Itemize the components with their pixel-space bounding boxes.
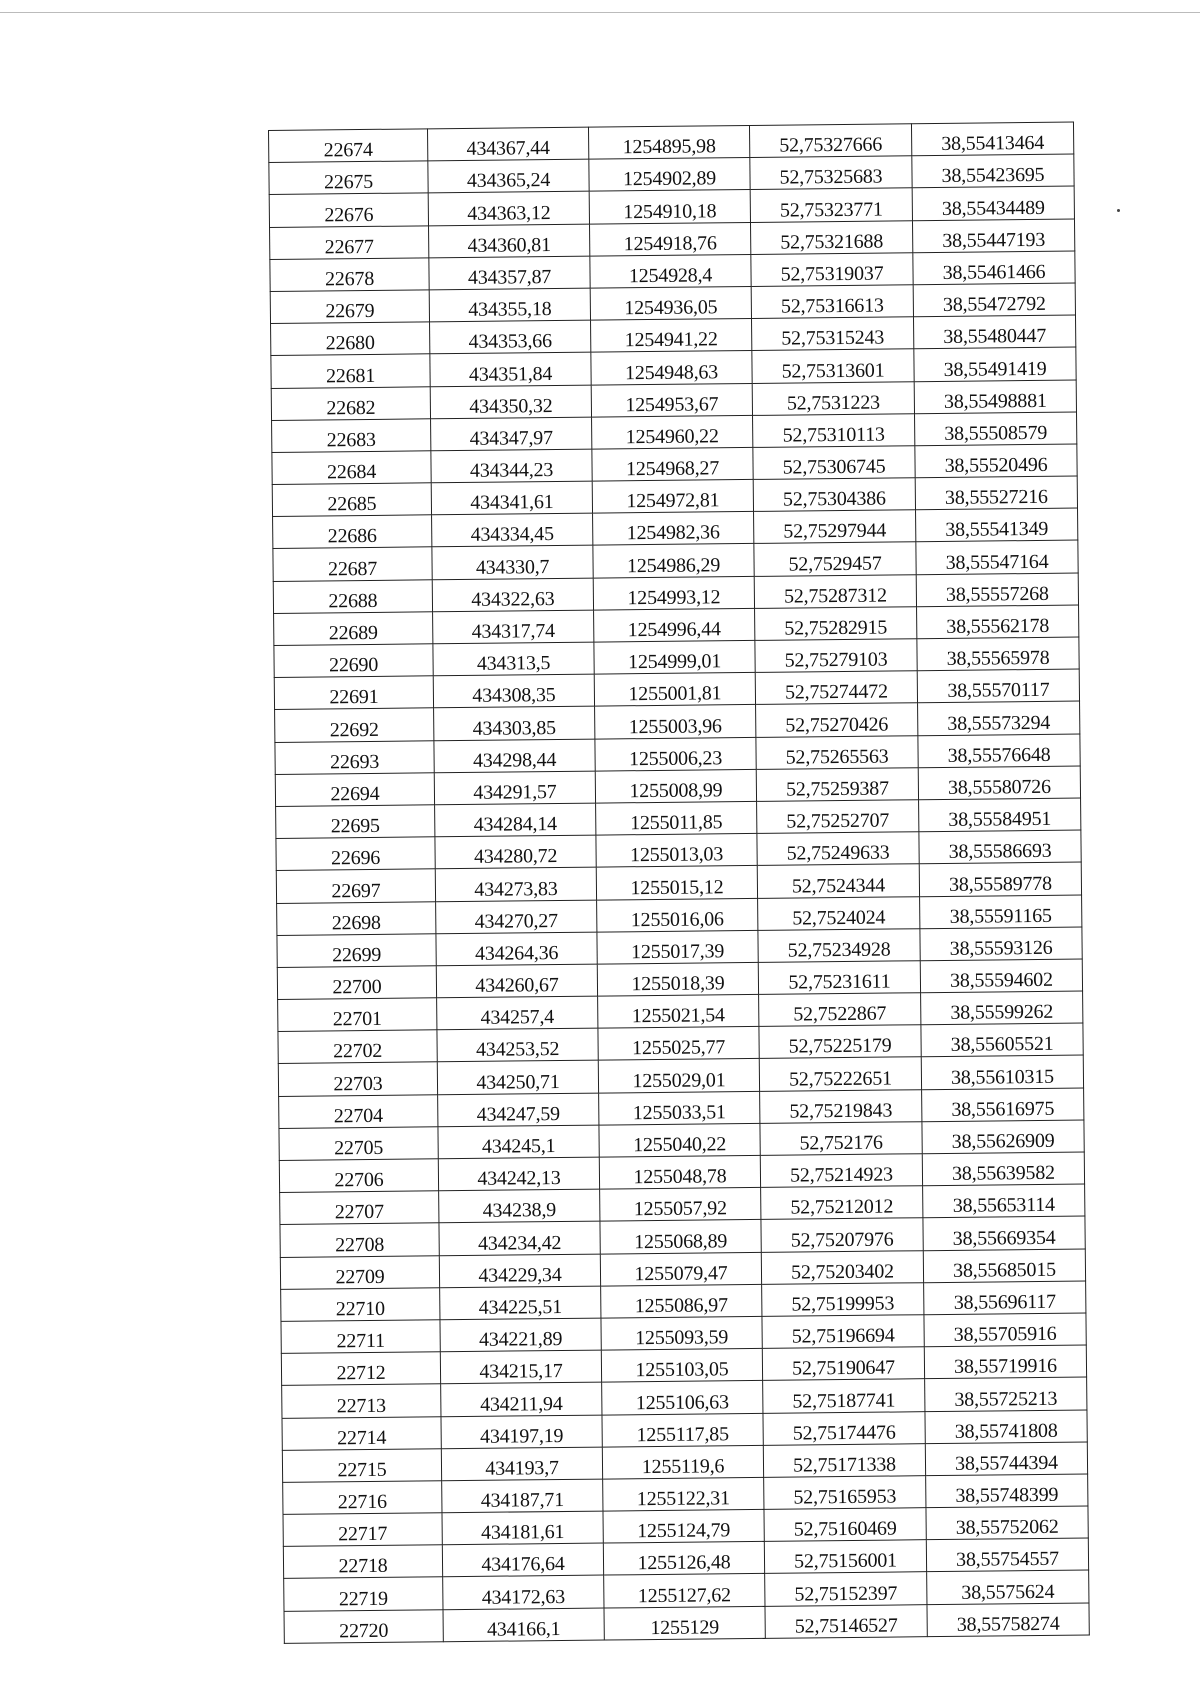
x-coordinate-cell: 434280,72 [435, 835, 596, 869]
y-coordinate-cell: 1255103,05 [601, 1349, 762, 1383]
longitude-cell: 38,55461466 [913, 251, 1075, 285]
point-number-cell: 22685 [272, 483, 431, 517]
y-coordinate-cell: 1255093,59 [601, 1316, 762, 1350]
longitude-cell: 38,55547164 [916, 540, 1078, 574]
x-coordinate-cell: 434330,7 [432, 546, 593, 580]
x-coordinate-cell: 434347,97 [431, 417, 592, 451]
y-coordinate-cell: 1255048,78 [599, 1155, 760, 1189]
point-number-cell: 22702 [278, 1030, 437, 1064]
x-coordinate-cell: 434257,4 [437, 996, 598, 1030]
y-coordinate-cell: 1255029,01 [598, 1059, 759, 1093]
x-coordinate-cell: 434350,32 [430, 385, 591, 419]
y-coordinate-cell: 1255117,85 [602, 1413, 763, 1447]
longitude-cell: 38,55719916 [924, 1345, 1086, 1379]
x-coordinate-cell: 434355,18 [429, 288, 590, 322]
latitude-cell: 52,7531223 [752, 381, 914, 415]
y-coordinate-cell: 1254895,98 [588, 125, 749, 159]
x-coordinate-cell: 434341,61 [431, 481, 592, 515]
x-coordinate-cell: 434270,27 [436, 900, 597, 934]
longitude-cell: 38,55498881 [914, 380, 1076, 414]
longitude-cell: 38,55480447 [913, 315, 1075, 349]
longitude-cell: 38,55591165 [920, 895, 1082, 929]
point-number-cell: 22690 [274, 644, 433, 678]
y-coordinate-cell: 1254936,05 [590, 286, 751, 320]
y-coordinate-cell: 1255017,39 [597, 930, 758, 964]
point-number-cell: 22687 [273, 547, 432, 581]
longitude-cell: 38,55584951 [919, 798, 1081, 832]
longitude-cell: 38,55669354 [923, 1216, 1085, 1250]
point-number-cell: 22718 [283, 1545, 442, 1579]
latitude-cell: 52,75279103 [755, 639, 917, 673]
x-coordinate-cell: 434238,9 [439, 1189, 600, 1223]
point-number-cell: 22689 [274, 612, 433, 646]
x-coordinate-cell: 434215,17 [440, 1350, 601, 1384]
y-coordinate-cell: 1255006,23 [595, 737, 756, 771]
longitude-cell: 38,55527216 [915, 476, 1077, 510]
longitude-cell: 38,55616975 [922, 1088, 1084, 1122]
latitude-cell: 52,752176 [760, 1122, 922, 1156]
x-coordinate-cell: 434197,19 [441, 1415, 602, 1449]
point-number-cell: 22679 [270, 290, 429, 324]
x-coordinate-cell: 434260,67 [436, 964, 597, 998]
latitude-cell: 52,75325683 [750, 156, 912, 190]
y-coordinate-cell: 1254986,29 [593, 544, 754, 578]
y-coordinate-cell: 1255079,47 [600, 1252, 761, 1286]
longitude-cell: 38,55423695 [912, 154, 1074, 188]
point-number-cell: 22675 [269, 161, 428, 195]
latitude-cell: 52,75304386 [753, 478, 915, 512]
point-number-cell: 22701 [278, 998, 437, 1032]
point-number-cell: 22705 [279, 1127, 438, 1161]
latitude-cell: 52,75313601 [752, 349, 914, 383]
longitude-cell: 38,55696117 [924, 1281, 1086, 1315]
x-coordinate-cell: 434247,59 [438, 1093, 599, 1127]
y-coordinate-cell: 1255008,99 [595, 769, 756, 803]
y-coordinate-cell: 1255127,62 [604, 1574, 765, 1608]
x-coordinate-cell: 434360,81 [429, 224, 590, 258]
point-number-cell: 22696 [276, 837, 435, 871]
latitude-cell: 52,75160469 [764, 1508, 926, 1542]
longitude-cell: 38,55754557 [926, 1538, 1088, 1572]
y-coordinate-cell: 1255003,96 [595, 705, 756, 739]
latitude-cell: 52,75306745 [753, 446, 915, 480]
latitude-cell: 52,75315243 [752, 317, 914, 351]
point-number-cell: 22698 [277, 901, 436, 935]
x-coordinate-cell: 434351,84 [430, 352, 591, 386]
longitude-cell: 38,55758274 [927, 1603, 1089, 1637]
latitude-cell: 52,75174476 [763, 1411, 925, 1445]
point-number-cell: 22684 [272, 451, 431, 485]
longitude-cell: 38,55541349 [916, 508, 1078, 542]
x-coordinate-cell: 434181,61 [442, 1511, 603, 1545]
point-number-cell: 22716 [283, 1481, 442, 1515]
point-number-cell: 22691 [274, 676, 433, 710]
latitude-cell: 52,75319037 [751, 253, 913, 287]
longitude-cell: 38,55447193 [912, 219, 1074, 253]
latitude-cell: 52,75310113 [753, 413, 915, 447]
latitude-cell: 52,75249633 [757, 832, 919, 866]
longitude-cell: 38,55565978 [917, 637, 1079, 671]
longitude-cell: 38,55653114 [923, 1184, 1085, 1218]
point-number-cell: 22700 [277, 966, 436, 1000]
point-number-cell: 22714 [282, 1416, 441, 1450]
point-number-cell: 22708 [280, 1223, 439, 1257]
x-coordinate-cell: 434253,52 [437, 1028, 598, 1062]
y-coordinate-cell: 1255086,97 [601, 1284, 762, 1318]
latitude-cell: 52,75225179 [759, 1025, 921, 1059]
point-number-cell: 22713 [282, 1384, 441, 1418]
latitude-cell: 52,75196694 [762, 1315, 924, 1349]
latitude-cell: 52,75287312 [754, 574, 916, 608]
x-coordinate-cell: 434273,83 [435, 867, 596, 901]
longitude-cell: 38,55599262 [921, 991, 1083, 1025]
longitude-cell: 38,55562178 [917, 605, 1079, 639]
x-coordinate-cell: 434242,13 [438, 1157, 599, 1191]
x-coordinate-cell: 434264,36 [436, 932, 597, 966]
x-coordinate-cell: 434221,89 [440, 1318, 601, 1352]
x-coordinate-cell: 434367,44 [427, 127, 588, 161]
longitude-cell: 38,55741808 [925, 1409, 1087, 1443]
y-coordinate-cell: 1254928,4 [590, 254, 751, 288]
longitude-cell: 38,55434489 [912, 186, 1074, 220]
latitude-cell: 52,75214923 [760, 1154, 922, 1188]
latitude-cell: 52,75270426 [756, 703, 918, 737]
y-coordinate-cell: 1255011,85 [596, 801, 757, 835]
point-number-cell: 22674 [269, 129, 428, 163]
y-coordinate-cell: 1255122,31 [603, 1477, 764, 1511]
y-coordinate-cell: 1255040,22 [599, 1123, 760, 1157]
latitude-cell: 52,75327666 [749, 124, 911, 158]
longitude-cell: 38,55705916 [924, 1313, 1086, 1347]
point-number-cell: 22682 [271, 386, 430, 420]
x-coordinate-cell: 434176,64 [442, 1543, 603, 1577]
x-coordinate-cell: 434317,74 [433, 610, 594, 644]
y-coordinate-cell: 1255025,77 [598, 1027, 759, 1061]
point-number-cell: 22692 [275, 708, 434, 742]
y-coordinate-cell: 1254941,22 [591, 319, 752, 353]
latitude-cell: 52,75265563 [756, 735, 918, 769]
latitude-cell: 52,75190647 [762, 1347, 924, 1381]
latitude-cell: 52,75187741 [763, 1379, 925, 1413]
x-coordinate-cell: 434225,51 [440, 1286, 601, 1320]
longitude-cell: 38,55472792 [913, 283, 1075, 317]
longitude-cell: 38,55626909 [922, 1120, 1084, 1154]
x-coordinate-cell: 434187,71 [442, 1479, 603, 1513]
x-coordinate-cell: 434322,63 [432, 578, 593, 612]
x-coordinate-cell: 434211,94 [441, 1382, 602, 1416]
latitude-cell: 52,75231611 [758, 961, 920, 995]
longitude-cell: 38,55580726 [918, 766, 1080, 800]
coordinates-table-body [269, 122, 1090, 1643]
latitude-cell: 52,75203402 [761, 1250, 923, 1284]
longitude-cell: 38,55593126 [920, 927, 1082, 961]
y-coordinate-cell: 1255126,48 [603, 1542, 764, 1576]
y-coordinate-cell: 1255057,92 [600, 1188, 761, 1222]
x-coordinate-cell: 434353,66 [430, 320, 591, 354]
longitude-cell: 38,55685015 [923, 1249, 1085, 1283]
y-coordinate-cell: 1254960,22 [592, 415, 753, 449]
latitude-cell: 52,75207976 [761, 1218, 923, 1252]
y-coordinate-cell: 1254968,27 [592, 447, 753, 481]
point-number-cell: 22717 [283, 1513, 442, 1547]
latitude-cell: 52,75297944 [754, 510, 916, 544]
latitude-cell: 52,75259387 [756, 767, 918, 801]
y-coordinate-cell: 1255013,03 [596, 834, 757, 868]
y-coordinate-cell: 1255129 [604, 1606, 765, 1640]
latitude-cell: 52,7529457 [754, 542, 916, 576]
longitude-cell: 38,55508579 [915, 412, 1077, 446]
longitude-cell: 38,55573294 [918, 701, 1080, 735]
longitude-cell: 38,55594602 [920, 959, 1082, 993]
y-coordinate-cell: 1254953,67 [591, 383, 752, 417]
point-number-cell: 22706 [279, 1159, 438, 1193]
longitude-cell: 38,55610315 [921, 1055, 1083, 1089]
latitude-cell: 52,75252707 [757, 800, 919, 834]
x-coordinate-cell: 434166,1 [443, 1608, 604, 1642]
longitude-cell: 38,55413464 [911, 122, 1073, 156]
x-coordinate-cell: 434172,63 [443, 1576, 604, 1610]
coordinates-table [268, 122, 1090, 1644]
latitude-cell: 52,7524344 [757, 864, 919, 898]
latitude-cell: 52,7522867 [759, 993, 921, 1027]
point-number-cell: 22711 [281, 1320, 440, 1354]
y-coordinate-cell: 1254918,76 [589, 222, 750, 256]
point-number-cell: 22719 [284, 1577, 443, 1611]
y-coordinate-cell: 1255119,6 [602, 1445, 763, 1479]
y-coordinate-cell: 1254948,63 [591, 351, 752, 385]
longitude-cell: 38,55748399 [926, 1474, 1088, 1508]
latitude-cell: 52,75323771 [750, 188, 912, 222]
longitude-cell: 38,55557268 [916, 573, 1078, 607]
x-coordinate-cell: 434334,45 [432, 513, 593, 547]
x-coordinate-cell: 434284,14 [435, 803, 596, 837]
point-number-cell: 22688 [273, 579, 432, 613]
point-number-cell: 22676 [269, 193, 428, 227]
latitude-cell: 52,75165953 [764, 1476, 926, 1510]
latitude-cell: 52,75234928 [758, 928, 920, 962]
longitude-cell: 38,55576648 [918, 734, 1080, 768]
longitude-cell: 38,55586693 [919, 830, 1081, 864]
latitude-cell: 52,75219843 [760, 1089, 922, 1123]
point-number-cell: 22681 [271, 354, 430, 388]
x-coordinate-cell: 434308,35 [433, 674, 594, 708]
y-coordinate-cell: 1255106,63 [602, 1381, 763, 1415]
y-coordinate-cell: 1254902,89 [589, 158, 750, 192]
y-coordinate-cell: 1255068,89 [600, 1220, 761, 1254]
longitude-cell: 38,55570117 [917, 669, 1079, 703]
scan-edge-line [0, 12, 1200, 13]
latitude-cell: 52,7524024 [758, 896, 920, 930]
x-coordinate-cell: 434193,7 [441, 1447, 602, 1481]
point-number-cell: 22707 [280, 1191, 439, 1225]
x-coordinate-cell: 434313,5 [433, 642, 594, 676]
latitude-cell: 52,75146527 [765, 1604, 927, 1638]
x-coordinate-cell: 434298,44 [434, 739, 595, 773]
point-number-cell: 22699 [277, 933, 436, 967]
y-coordinate-cell: 1255124,79 [603, 1509, 764, 1543]
latitude-cell: 52,75171338 [763, 1443, 925, 1477]
x-coordinate-cell: 434229,34 [439, 1254, 600, 1288]
latitude-cell: 52,75156001 [764, 1540, 926, 1574]
point-number-cell: 22709 [280, 1255, 439, 1289]
point-number-cell: 22680 [271, 322, 430, 356]
longitude-cell: 38,55639582 [922, 1152, 1084, 1186]
x-coordinate-cell: 434303,85 [434, 706, 595, 740]
longitude-cell: 38,55752062 [926, 1506, 1088, 1540]
point-number-cell: 22712 [281, 1352, 440, 1386]
longitude-cell: 38,5575624 [927, 1570, 1089, 1604]
y-coordinate-cell: 1254982,36 [593, 512, 754, 546]
point-number-cell: 22695 [276, 805, 435, 839]
point-number-cell: 22703 [278, 1062, 437, 1096]
x-coordinate-cell: 434357,87 [429, 256, 590, 290]
latitude-cell: 52,75316613 [751, 285, 913, 319]
y-coordinate-cell: 1255018,39 [597, 962, 758, 996]
x-coordinate-cell: 434234,42 [439, 1221, 600, 1255]
latitude-cell: 52,75282915 [755, 607, 917, 641]
y-coordinate-cell: 1254972,81 [592, 480, 753, 514]
longitude-cell: 38,55491419 [914, 347, 1076, 381]
point-number-cell: 22720 [284, 1609, 443, 1643]
y-coordinate-cell: 1255033,51 [599, 1091, 760, 1125]
longitude-cell: 38,55605521 [921, 1023, 1083, 1057]
y-coordinate-cell: 1254993,12 [593, 576, 754, 610]
point-number-cell: 22686 [273, 515, 432, 549]
stray-mark [1117, 209, 1120, 212]
point-number-cell: 22704 [279, 1094, 438, 1128]
point-number-cell: 22677 [270, 225, 429, 259]
point-number-cell: 22693 [275, 740, 434, 774]
point-number-cell: 22710 [281, 1288, 440, 1322]
x-coordinate-cell: 434365,24 [428, 159, 589, 193]
longitude-cell: 38,55744394 [925, 1442, 1087, 1476]
x-coordinate-cell: 434245,1 [438, 1125, 599, 1159]
x-coordinate-cell: 434363,12 [428, 192, 589, 226]
longitude-cell: 38,55589778 [919, 862, 1081, 896]
y-coordinate-cell: 1255021,54 [598, 994, 759, 1028]
y-coordinate-cell: 1254910,18 [589, 190, 750, 224]
latitude-cell: 52,75321688 [750, 220, 912, 254]
latitude-cell: 52,75199953 [762, 1282, 924, 1316]
point-number-cell: 22694 [275, 773, 434, 807]
x-coordinate-cell: 434250,71 [437, 1061, 598, 1095]
latitude-cell: 52,75274472 [755, 671, 917, 705]
y-coordinate-cell: 1255001,81 [594, 673, 755, 707]
x-coordinate-cell: 434291,57 [434, 771, 595, 805]
point-number-cell: 22697 [276, 869, 435, 903]
point-number-cell: 22678 [270, 258, 429, 292]
latitude-cell: 52,75152397 [765, 1572, 927, 1606]
y-coordinate-cell: 1254999,01 [594, 640, 755, 674]
y-coordinate-cell: 1254996,44 [594, 608, 755, 642]
longitude-cell: 38,55725213 [925, 1377, 1087, 1411]
point-number-cell: 22683 [272, 419, 431, 453]
point-number-cell: 22715 [282, 1448, 441, 1482]
latitude-cell: 52,75222651 [759, 1057, 921, 1091]
latitude-cell: 52,75212012 [761, 1186, 923, 1220]
y-coordinate-cell: 1255015,12 [596, 866, 757, 900]
y-coordinate-cell: 1255016,06 [597, 898, 758, 932]
longitude-cell: 38,55520496 [915, 444, 1077, 478]
x-coordinate-cell: 434344,23 [431, 449, 592, 483]
